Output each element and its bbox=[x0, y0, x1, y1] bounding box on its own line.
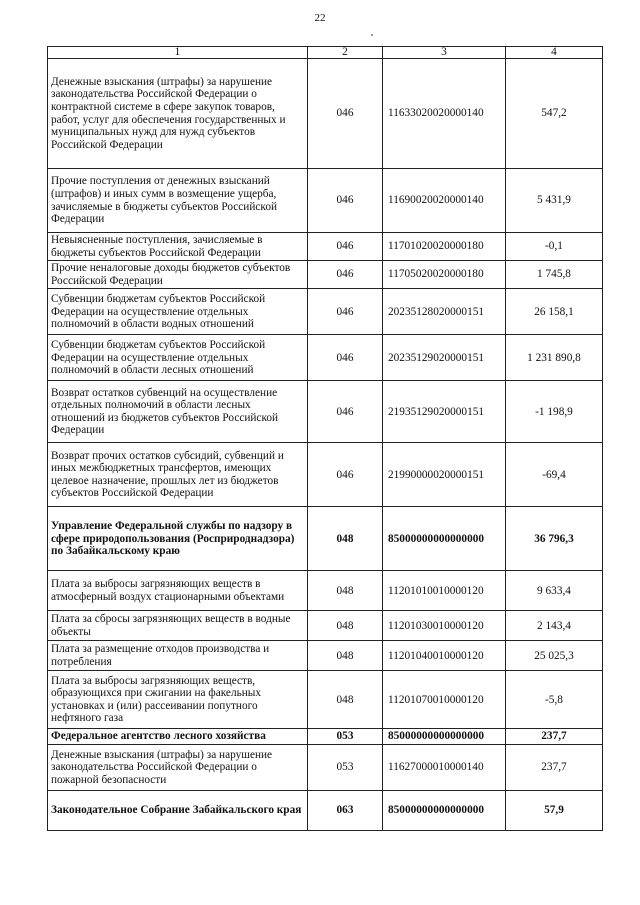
table-body bbox=[48, 47, 603, 831]
revenue-name-cell: Плата за сбросы загрязняющих веществ в водные объекты bbox=[48, 611, 308, 641]
revenue-name-cell: Федеральное агентство лесного хозяйства bbox=[48, 729, 308, 745]
admin-code-cell: 048 bbox=[308, 671, 383, 729]
table-row bbox=[48, 671, 603, 729]
table-row bbox=[48, 335, 603, 381]
admin-code-cell: 048 bbox=[308, 641, 383, 671]
admin-code-cell: 046 bbox=[308, 261, 383, 289]
page-number: 22 bbox=[314, 12, 326, 24]
amount-cell: 57,9 bbox=[506, 790, 603, 830]
revenue-name-cell: Субвенции бюджетам субъектов Российской Федерации на осуществление отдельных полномочий в области лесных отношений bbox=[48, 335, 308, 381]
amount-cell: -1 198,9 bbox=[506, 381, 603, 443]
amount-cell: 9 633,4 bbox=[506, 571, 603, 611]
revenue-name-cell: Законодательное Собрание Забайкальского края bbox=[48, 790, 308, 830]
table-row bbox=[48, 443, 603, 507]
revenue-name-cell: Управление Федеральной службы по надзору в сфере природопользования (Росприроднадзора) по Забайкальскому краю bbox=[48, 507, 308, 571]
admin-code-cell: 048 bbox=[308, 611, 383, 641]
revenue-code-cell: 85000000000000000 bbox=[383, 790, 506, 830]
amount-cell: -5,8 bbox=[506, 671, 603, 729]
revenue-code-cell: 11705020020000180 bbox=[383, 261, 506, 289]
revenue-code-cell: 11627000010000140 bbox=[383, 744, 506, 790]
column-number-4: 4 bbox=[506, 47, 603, 59]
amount-cell: -0,1 bbox=[506, 233, 603, 261]
table-row bbox=[48, 261, 603, 289]
admin-code-cell: 053 bbox=[308, 744, 383, 790]
amount-cell: 26 158,1 bbox=[506, 289, 603, 335]
revenue-code-cell: 21990000020000151 bbox=[383, 443, 506, 507]
column-number-3: 3 bbox=[383, 47, 506, 59]
table-row bbox=[48, 233, 603, 261]
table-row bbox=[48, 381, 603, 443]
organization-row bbox=[48, 729, 603, 745]
budget-revenue-table bbox=[47, 46, 603, 831]
amount-cell: 25 025,3 bbox=[506, 641, 603, 671]
admin-code-cell: 046 bbox=[308, 289, 383, 335]
admin-code-cell: 046 bbox=[308, 381, 383, 443]
amount-cell: 2 143,4 bbox=[506, 611, 603, 641]
revenue-name-cell: Прочие поступления от денежных взысканий (штрафов) и иных сумм в возмещение ущерба, зачисляемые в бюджеты субъектов Российской Федерации bbox=[48, 169, 308, 233]
admin-code-cell: 053 bbox=[308, 729, 383, 745]
column-number-2: 2 bbox=[308, 47, 383, 59]
table-row bbox=[48, 571, 603, 611]
admin-code-cell: 046 bbox=[308, 443, 383, 507]
column-number-row bbox=[48, 47, 603, 59]
admin-code-cell: 046 bbox=[308, 169, 383, 233]
revenue-name-cell: Прочие неналоговые доходы бюджетов субъектов Российской Федерации bbox=[48, 261, 308, 289]
amount-cell: 1 745,8 bbox=[506, 261, 603, 289]
table-row bbox=[48, 641, 603, 671]
amount-cell: 1 231 890,8 bbox=[506, 335, 603, 381]
admin-code-cell: 046 bbox=[308, 233, 383, 261]
table-row bbox=[48, 611, 603, 641]
admin-code-cell: 046 bbox=[308, 335, 383, 381]
revenue-code-cell: 11633020020000140 bbox=[383, 59, 506, 169]
column-number-1: 1 bbox=[48, 47, 308, 59]
revenue-name-cell: Возврат прочих остатков субсидий, субвенций и иных межбюджетных трансфертов, имеющих целевое назначение, прошлых лет из бюджетов субъектов Российской Федерации bbox=[48, 443, 308, 507]
scan-speck bbox=[371, 34, 373, 36]
revenue-code-cell: 11201040010000120 bbox=[383, 641, 506, 671]
revenue-name-cell: Денежные взыскания (штрафы) за нарушение законодательства Российской Федерации о контрактной системе в сфере закупок товаров, работ, услуг для обеспечения государственных и муниципальных нужд для нужд субъектов Российской Федерации bbox=[48, 59, 308, 169]
revenue-name-cell: Субвенции бюджетам субъектов Российской Федерации на осуществление отдельных полномочий в области водных отношений bbox=[48, 289, 308, 335]
amount-cell: 5 431,9 bbox=[506, 169, 603, 233]
amount-cell: 237,7 bbox=[506, 729, 603, 745]
revenue-name-cell: Возврат остатков субвенций на осуществление отдельных полномочий в области лесных отношений из бюджетов субъектов Российской Федерации bbox=[48, 381, 308, 443]
revenue-code-cell: 11701020020000180 bbox=[383, 233, 506, 261]
revenue-code-cell: 11201030010000120 bbox=[383, 611, 506, 641]
revenue-code-cell: 20235129020000151 bbox=[383, 335, 506, 381]
table-row bbox=[48, 744, 603, 790]
revenue-code-cell: 11201010010000120 bbox=[383, 571, 506, 611]
admin-code-cell: 048 bbox=[308, 507, 383, 571]
revenue-name-cell: Денежные взыскания (штрафы) за нарушение законодательства Российской Федерации о пожарной безопасности bbox=[48, 744, 308, 790]
revenue-code-cell: 85000000000000000 bbox=[383, 729, 506, 745]
amount-cell: 547,2 bbox=[506, 59, 603, 169]
table-row bbox=[48, 59, 603, 169]
revenue-code-cell: 85000000000000000 bbox=[383, 507, 506, 571]
revenue-code-cell: 11201070010000120 bbox=[383, 671, 506, 729]
amount-cell: -69,4 bbox=[506, 443, 603, 507]
revenue-name-cell: Плата за выбросы загрязняющих веществ, образующихся при сжигании на факельных установках и (или) рассеивании попутного нефтяного газа bbox=[48, 671, 308, 729]
amount-cell: 237,7 bbox=[506, 744, 603, 790]
organization-row bbox=[48, 790, 603, 830]
amount-cell: 36 796,3 bbox=[506, 507, 603, 571]
admin-code-cell: 046 bbox=[308, 59, 383, 169]
revenue-code-cell: 21935129020000151 bbox=[383, 381, 506, 443]
revenue-name-cell: Невыясненные поступления, зачисляемые в бюджеты субъектов Российской Федерации bbox=[48, 233, 308, 261]
revenue-code-cell: 11690020020000140 bbox=[383, 169, 506, 233]
organization-row bbox=[48, 507, 603, 571]
admin-code-cell: 048 bbox=[308, 571, 383, 611]
revenue-name-cell: Плата за размещение отходов производства и потребления bbox=[48, 641, 308, 671]
revenue-name-cell: Плата за выбросы загрязняющих веществ в атмосферный воздух стационарными объектами bbox=[48, 571, 308, 611]
table-row bbox=[48, 169, 603, 233]
revenue-code-cell: 20235128020000151 bbox=[383, 289, 506, 335]
admin-code-cell: 063 bbox=[308, 790, 383, 830]
table-row bbox=[48, 289, 603, 335]
